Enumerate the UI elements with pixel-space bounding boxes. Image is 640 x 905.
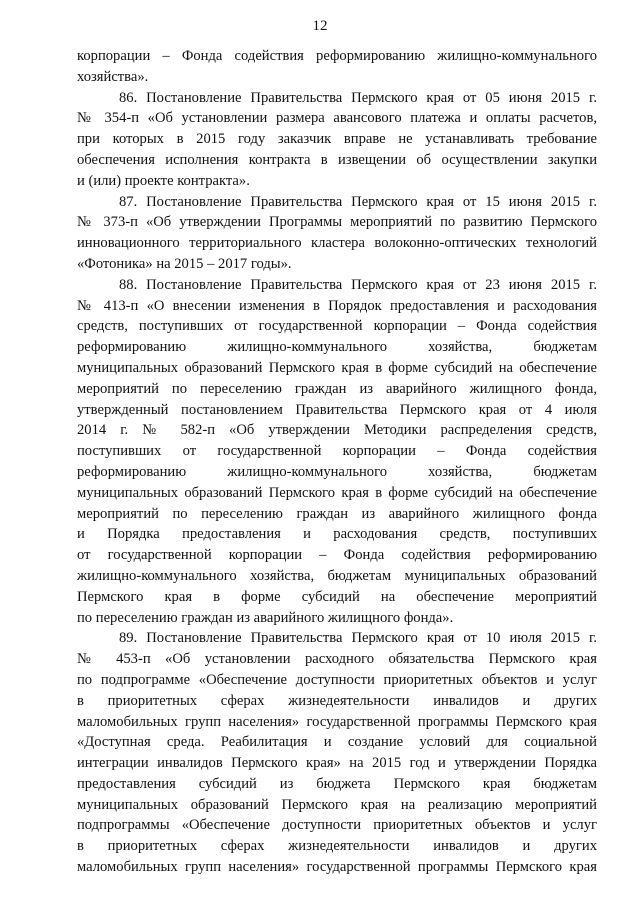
text-line: Пермского края в форме субсидий на обеспечение мероприятий bbox=[77, 588, 597, 605]
text-line: № 453-п «Об установлении расходного обязательства Пермского края bbox=[77, 651, 597, 668]
text-line: предоставления субсидий из бюджета Пермского края бюджетам bbox=[77, 775, 597, 792]
text-line: обеспечения исполнения контракта в извещении об осуществлении закупки bbox=[77, 151, 597, 168]
text-line: реформированию жилищно-коммунального хозяйства, бюджетам bbox=[77, 463, 597, 480]
text-line: корпорации – Фонда содействия реформированию жилищно-коммунального bbox=[77, 48, 597, 64]
text-line: в приоритетных сферах жизнедеятельности инвалидов и других bbox=[77, 692, 597, 709]
text-line: 89. Постановление Правительства Пермского края от 10 июля 2015 г. bbox=[119, 630, 597, 647]
paragraph-p87 bbox=[77, 192, 597, 275]
text-line: и (или) проекте контракта». bbox=[77, 172, 250, 189]
text-line: мероприятий по переселению граждан из аварийного жилищного фонда, bbox=[77, 380, 597, 397]
text-line: муниципальных образований Пермского края в форме субсидий на обеспечение bbox=[77, 359, 597, 376]
paragraph-cont bbox=[77, 46, 597, 88]
text-line: утвержденный постановлением Правительства Пермского края от 4 июля bbox=[77, 401, 597, 418]
text-line: «Фотоника» на 2015 – 2017 годы». bbox=[77, 255, 292, 272]
text-line: муниципальных образований Пермского края в форме субсидий на обеспечение bbox=[77, 484, 597, 501]
text-line: № 354-п «Об установлении размера авансового платежа и оплаты расчетов, bbox=[77, 110, 597, 127]
text-line: подпрограммы «Обеспечение доступности приоритетных объектов и услуг bbox=[77, 817, 597, 834]
text-line: по переселению граждан из аварийного жилищного фонда». bbox=[77, 609, 454, 626]
text-line: интеграции инвалидов Пермского края» на 2015 год и утверждении Порядка bbox=[77, 755, 597, 772]
page-number: 12 bbox=[312, 18, 328, 34]
paragraph-p88 bbox=[77, 275, 597, 629]
text-line: инновационного территориального кластера волоконно-оптических технологий bbox=[77, 235, 597, 252]
text-line: поступивших от государственной корпорации – Фонда содействия bbox=[77, 443, 597, 460]
text-line: от государственной корпорации – Фонда содействия реформированию bbox=[77, 547, 597, 564]
text-line: 88. Постановление Правительства Пермского края от 23 июня 2015 г. bbox=[119, 276, 597, 293]
text-line: жилищно-коммунального хозяйства, бюджетам муниципальных образований bbox=[77, 567, 597, 584]
text-line: № 413-п «О внесении изменения в Порядок предоставления и расходования bbox=[77, 297, 597, 314]
text-line: «Доступная среда. Реабилитация и создание условий для социальной bbox=[77, 734, 597, 751]
paragraph-p89 bbox=[77, 628, 597, 878]
text-line: по подпрограмме «Обеспечение доступности приоритетных объектов и услуг bbox=[77, 671, 597, 688]
paragraph-p86 bbox=[77, 88, 597, 192]
text-line: реформированию жилищно-коммунального хозяйства, бюджетам bbox=[77, 339, 597, 356]
text-line: мероприятий по переселению граждан из аварийного жилищного фонда bbox=[77, 505, 597, 522]
text-line: маломобильных групп населения» государственной программы Пермского края bbox=[77, 859, 597, 876]
text-line: средств, поступивших от государственной корпорации – Фонда содействия bbox=[77, 318, 597, 335]
text-line: хозяйства». bbox=[77, 68, 149, 85]
text-line: № 373-п «Об утверждении Программы мероприятий по развитию Пермского bbox=[77, 214, 597, 231]
document-body bbox=[77, 46, 597, 878]
text-line: 86. Постановление Правительства Пермского края от 05 июня 2015 г. bbox=[119, 89, 597, 106]
text-line: муниципальных образований Пермского края на реализацию мероприятий bbox=[77, 796, 597, 813]
text-line: 87. Постановление Правительства Пермского края от 15 июня 2015 г. bbox=[119, 193, 597, 210]
text-line: маломобильных групп населения» государственной программы Пермского края bbox=[77, 713, 597, 730]
text-line: в приоритетных сферах жизнедеятельности инвалидов и других bbox=[77, 838, 597, 855]
text-line: 2014 г. № 582-п «Об утверждении Методики распределения средств, bbox=[77, 422, 597, 439]
text-line: при которых в 2015 году заказчик вправе не устанавливать требование bbox=[77, 131, 597, 148]
text-line: и Порядка предоставления и расходования средств, поступивших bbox=[77, 526, 597, 543]
